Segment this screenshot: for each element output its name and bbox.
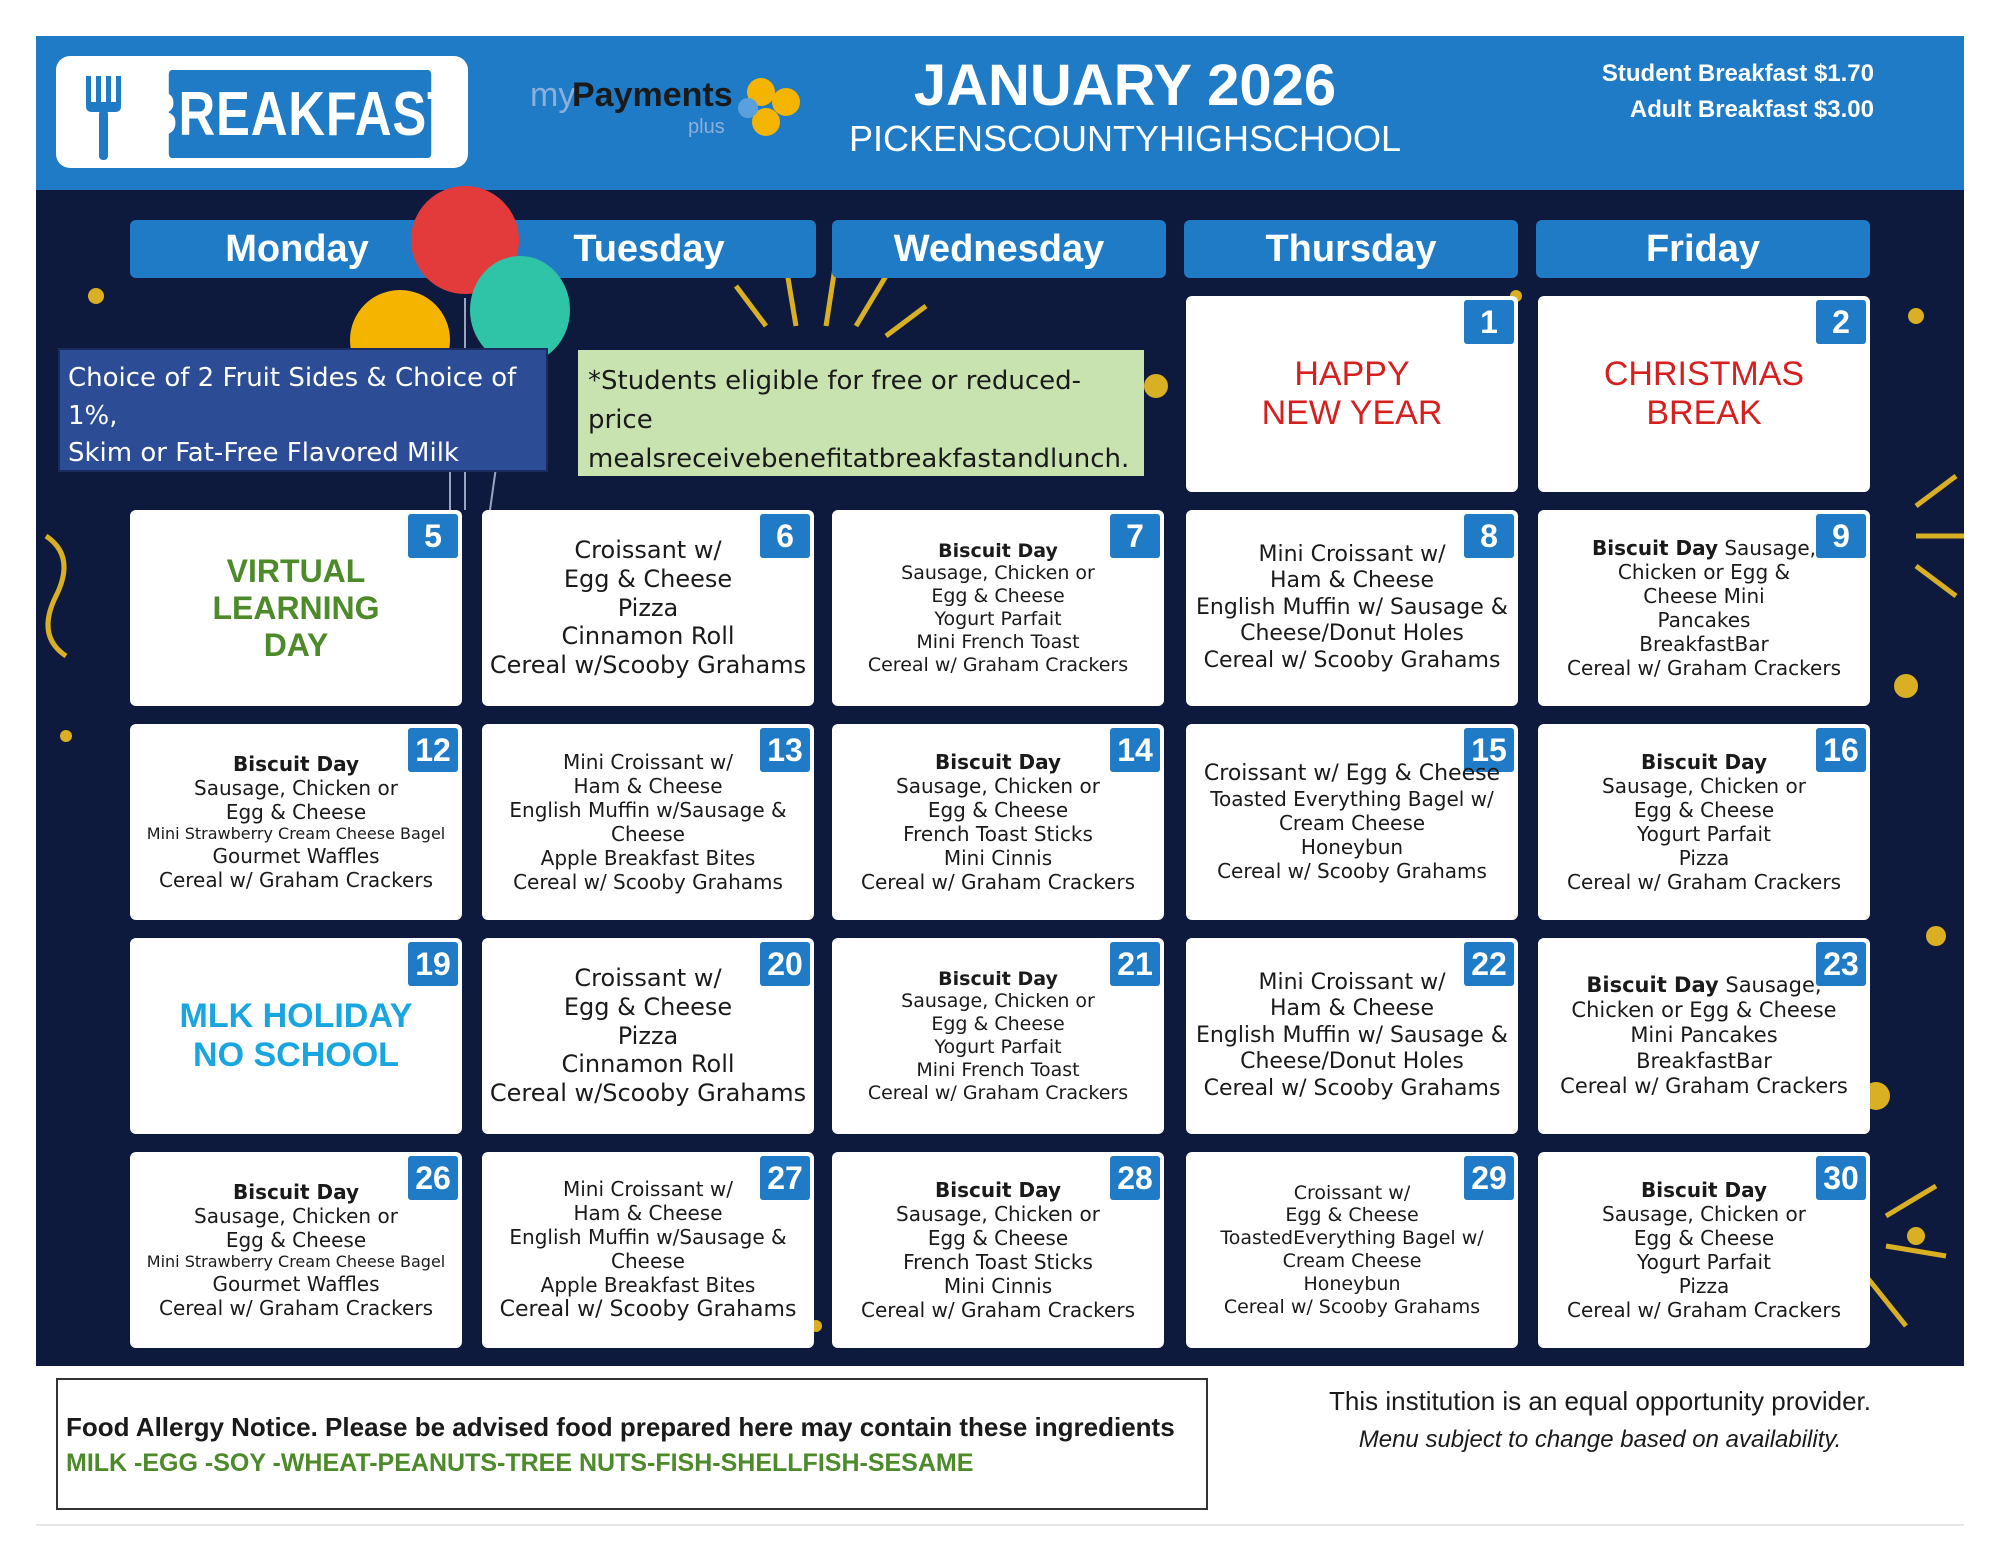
breakfast-logo-text: BREAKFAST xyxy=(169,70,431,158)
school-name: PICKENSCOUNTYHIGHSCHOOL xyxy=(848,118,1402,159)
holiday-label xyxy=(1548,296,1860,492)
menu-items xyxy=(482,516,814,700)
day-cell-16 xyxy=(1538,724,1870,920)
menu-item: BreakfastBar xyxy=(1639,632,1769,656)
milk-choice-line-1: Choice of 2 Fruit Sides & Choice of 1%, xyxy=(68,363,517,431)
day-cell-19 xyxy=(130,938,462,1134)
menu-item: Cereal w/ Graham Crackers xyxy=(1567,656,1841,680)
day-header-thursday: Thursday xyxy=(1184,220,1518,278)
menu-item: Pancakes xyxy=(1657,608,1751,632)
day-number: 8 xyxy=(1464,514,1514,558)
menu-item: Cheese xyxy=(611,822,685,846)
holiday-line-1: HAPPY xyxy=(1294,355,1410,393)
menu-item: English Muffin w/ Sausage & xyxy=(1196,594,1508,620)
day-number: 20 xyxy=(760,942,810,986)
menu-item: Mini Strawberry Cream Cheese Bagel xyxy=(146,824,446,844)
menu-item: Cereal w/ Graham Crackers xyxy=(861,1298,1135,1322)
day-number: 13 xyxy=(760,728,810,772)
menu-item: Egg & Cheese xyxy=(225,1228,367,1253)
day-cell-28 xyxy=(832,1152,1164,1348)
menu-item: Mini Croissant w/ xyxy=(1258,542,1446,568)
student-price: Student Breakfast $1.70 xyxy=(1601,60,1874,87)
menu-item: Sausage, Chicken or xyxy=(1602,774,1806,798)
menu-item: Egg & Cheese xyxy=(927,798,1069,822)
menu-item: Mini Strawberry Cream Cheese Bagel xyxy=(146,1252,446,1272)
milk-choice-line-2: Skim or Fat-Free Flavored Milk xyxy=(68,438,459,469)
menu-item: Egg & Cheese xyxy=(225,800,367,825)
menu-item: Pizza xyxy=(1678,846,1730,870)
adult-price: Adult Breakfast $3.00 xyxy=(1629,96,1874,123)
menu-item: Cereal w/ Scooby Grahams xyxy=(1223,1295,1481,1318)
day-number: 2 xyxy=(1816,300,1866,344)
menu-item: Cheese/Donut Holes xyxy=(1240,621,1464,647)
menu-item: French Toast Sticks xyxy=(903,822,1093,846)
day-cell-2 xyxy=(1538,296,1870,492)
day-cell-21 xyxy=(832,938,1164,1134)
menu-item: Croissant w/ xyxy=(574,536,722,564)
menu-item: English Muffin w/Sausage & xyxy=(509,1224,787,1249)
day-number: 26 xyxy=(408,1156,458,1200)
allergy-notice xyxy=(56,1378,1208,1510)
free-meals-note xyxy=(578,350,1144,476)
menu-item-biscuit-day: Biscuit Day xyxy=(935,1178,1061,1202)
menu-item: Honeybun xyxy=(1300,835,1404,860)
mlk-holiday-label xyxy=(140,938,452,1134)
day-number: 5 xyxy=(408,514,458,558)
day-number: 22 xyxy=(1464,942,1514,986)
payments-logo-name: Payments xyxy=(572,76,733,114)
menu-item: BreakfastBar xyxy=(1636,1048,1772,1073)
menu-item-biscuit-day: Biscuit Day xyxy=(1586,973,1719,998)
menu-item-biscuit-day: Biscuit Day xyxy=(938,967,1058,990)
menu-item: Cereal w/ Graham Crackers xyxy=(1567,870,1841,894)
menu-item: ToastedEverything Bagel w/ xyxy=(1220,1227,1484,1250)
menu-item: Apple Breakfast Bites xyxy=(540,846,756,870)
menu-item: Cereal w/ Graham Crackers xyxy=(159,867,433,892)
menu-item: Sausage, Chicken or xyxy=(896,774,1100,798)
menu-item: Honeybun xyxy=(1303,1272,1401,1295)
menu-item: Toasted Everything Bagel w/ xyxy=(1210,787,1494,812)
holiday-line-2: BREAK xyxy=(1646,394,1762,432)
menu-item: Cereal w/ Scooby Grahams xyxy=(499,1296,797,1322)
menu-items xyxy=(832,944,1164,1128)
day-cell-9 xyxy=(1538,510,1870,706)
menu-item: Mini Croissant w/ xyxy=(562,1176,733,1201)
month-title: JANUARY 2026 xyxy=(913,53,1337,118)
free-meals-line-1: *Students eligible for free or reduced-price xyxy=(588,366,1081,435)
mlk-line-1: MLK HOLIDAY xyxy=(179,997,413,1035)
menu-item: Mini Pancakes xyxy=(1630,1023,1778,1048)
menu-items xyxy=(1538,944,1870,1128)
day-cell-22 xyxy=(1186,938,1518,1134)
virtual-learning-label xyxy=(140,510,452,706)
menu-items xyxy=(1186,516,1518,700)
menu-change-note: Menu subject to change based on availability. xyxy=(1358,1426,1842,1453)
menu-item: Apple Breakfast Bites xyxy=(540,1272,756,1297)
menu-item: Cream Cheese xyxy=(1282,1250,1422,1272)
menu-item: English Muffin w/ Sausage & xyxy=(1196,1022,1508,1048)
day-cell-8 xyxy=(1186,510,1518,706)
menu-item: Croissant w/ Egg & Cheese xyxy=(1203,760,1501,786)
day-number: 16 xyxy=(1816,728,1866,772)
menu-item: Cinnamon Roll xyxy=(561,1050,735,1079)
menu-item: Cereal w/ Graham Crackers xyxy=(1560,1073,1848,1098)
menu-item: Mini Cinnis xyxy=(943,1274,1053,1298)
menu-item: French Toast Sticks xyxy=(903,1250,1093,1274)
menu-item: Sausage, xyxy=(1718,973,1822,998)
day-header-monday: Monday xyxy=(130,220,464,278)
menu-item: Cereal w/Scooby Grahams xyxy=(489,1079,807,1108)
menu-item: Egg & Cheese xyxy=(931,1013,1065,1036)
menu-item: Cereal w/ Graham Crackers xyxy=(1567,1298,1841,1322)
menu-item: Cereal w/ Scooby Grahams xyxy=(513,870,783,894)
menu-item: Mini Cinnis xyxy=(943,846,1053,870)
virtual-line-1: VIRTUAL LEARNING xyxy=(212,552,380,626)
day-cell-14 xyxy=(832,724,1164,920)
day-header-wednesday: Wednesday xyxy=(832,220,1166,278)
day-header-friday: Friday xyxy=(1536,220,1870,278)
payments-logo-my: my xyxy=(530,76,576,114)
menu-item-biscuit-day: Biscuit Day xyxy=(1641,1178,1767,1202)
day-header-tuesday: Tuesday xyxy=(482,220,816,278)
menu-item-biscuit-day: Biscuit Day xyxy=(935,750,1061,774)
menu-item: Mini Croissant w/ xyxy=(562,750,733,774)
menu-item: Cereal w/ Graham Crackers xyxy=(867,653,1129,676)
menu-item: Yogurt Parfait xyxy=(934,1036,1062,1058)
menu-item: Sausage, Chicken or xyxy=(896,1202,1100,1226)
day-cell-1 xyxy=(1186,296,1518,492)
holiday-line-2: NEW YEAR xyxy=(1261,394,1443,432)
day-number: 21 xyxy=(1110,942,1160,986)
menu-item: Pizza xyxy=(617,1021,679,1050)
payments-logo-plus: plus xyxy=(688,116,725,138)
menu-item-biscuit-day: Biscuit Day xyxy=(1591,536,1718,560)
menu-items xyxy=(1538,516,1870,700)
menu-items xyxy=(832,1158,1164,1342)
day-cell-6 xyxy=(482,510,814,706)
menu-item-biscuit-day: Biscuit Day xyxy=(233,752,359,777)
day-cell-26 xyxy=(130,1152,462,1348)
fork-icon xyxy=(78,72,128,162)
milk-choice-note xyxy=(58,348,548,472)
day-number: 23 xyxy=(1816,942,1866,986)
menu-item: Egg & Cheese xyxy=(1633,1226,1775,1250)
menu-item: Croissant w/ xyxy=(1293,1181,1411,1204)
day-cell-15 xyxy=(1186,724,1518,920)
menu-item: Chicken or Egg & xyxy=(1617,560,1791,584)
virtual-line-2: DAY xyxy=(263,626,329,663)
day-cell-27 xyxy=(482,1152,814,1348)
menu-items xyxy=(1538,730,1870,914)
menu-item: Cereal w/ Graham Crackers xyxy=(867,1081,1129,1104)
day-number: 9 xyxy=(1816,514,1866,558)
day-cell-12 xyxy=(130,724,462,920)
menu-items xyxy=(1538,1158,1870,1342)
menu-items xyxy=(1186,1158,1518,1342)
menu-item: Egg & Cheese xyxy=(931,585,1065,608)
day-number: 1 xyxy=(1464,300,1514,344)
menu-item: Ham & Cheese xyxy=(1270,568,1434,594)
menu-item: Ham & Cheese xyxy=(1270,996,1434,1022)
menu-item: Cereal w/ Graham Crackers xyxy=(159,1295,433,1320)
day-number: 15 xyxy=(1464,728,1514,772)
menu-item: Gourmet Waffles xyxy=(212,1271,380,1296)
menu-item-biscuit-day: Biscuit Day xyxy=(233,1180,359,1205)
menu-item: Pizza xyxy=(1678,1274,1730,1298)
menu-item: Cheese Mini xyxy=(1643,584,1765,608)
menu-item: Cereal w/ Scooby Grahams xyxy=(1217,859,1487,884)
day-cell-20 xyxy=(482,938,814,1134)
menu-item: English Muffin w/Sausage & xyxy=(509,798,787,822)
menu-item: Gourmet Waffles xyxy=(212,843,380,868)
day-number: 27 xyxy=(760,1156,810,1200)
menu-item: Croissant w/ xyxy=(574,964,722,992)
menu-item: Sausage, Chicken or xyxy=(1602,1202,1806,1226)
menu-items xyxy=(130,730,462,914)
menu-item: Mini French Toast xyxy=(916,630,1080,653)
menu-item: Sausage, Chicken or xyxy=(194,776,398,801)
menu-item: Mini French Toast xyxy=(916,1058,1080,1081)
menu-item: Egg & Cheese xyxy=(1633,798,1775,822)
menu-items xyxy=(482,944,814,1128)
holiday-label xyxy=(1196,296,1508,492)
day-number: 12 xyxy=(408,728,458,772)
bottom-divider xyxy=(36,1524,1964,1526)
day-cell-13 xyxy=(482,724,814,920)
menu-items xyxy=(130,1158,462,1342)
menu-item: Pizza xyxy=(617,593,679,622)
menu-item: Cheese/Donut Holes xyxy=(1240,1049,1464,1075)
menu-items xyxy=(1186,944,1518,1128)
menu-item: Egg & Cheese xyxy=(1285,1204,1419,1227)
allergy-notice-title: Food Allergy Notice. Please be advised food prepared here may contain these ingredients xyxy=(66,1412,1175,1442)
day-number: 7 xyxy=(1110,514,1160,558)
menu-item: Ham & Cheese xyxy=(573,774,723,798)
menu-items xyxy=(482,730,814,914)
day-cell-7 xyxy=(832,510,1164,706)
day-number: 28 xyxy=(1110,1156,1160,1200)
menu-item: Cereal w/ Scooby Grahams xyxy=(1203,1075,1501,1101)
day-cell-30 xyxy=(1538,1152,1870,1348)
free-meals-line-2: mealsreceivebenefitatbreakfastandlunch. xyxy=(588,444,1130,474)
day-cell-23 xyxy=(1538,938,1870,1134)
menu-items xyxy=(832,730,1164,914)
equal-opportunity-statement: This institution is an equal opportunity provider. xyxy=(1329,1386,1871,1416)
day-cell-29 xyxy=(1186,1152,1518,1348)
menu-item: Sausage, Chicken or xyxy=(901,990,1095,1013)
menu-item: Cereal w/Scooby Grahams xyxy=(489,651,807,680)
menu-item: Cinnamon Roll xyxy=(561,622,735,651)
holiday-line-1: CHRISTMAS xyxy=(1603,355,1805,393)
menu-item: Cereal w/ Graham Crackers xyxy=(861,870,1135,894)
menu-items xyxy=(482,1158,814,1342)
menu-item: Cereal w/ Scooby Grahams xyxy=(1203,647,1501,673)
day-cell-5 xyxy=(130,510,462,706)
menu-item: Cream Cheese xyxy=(1278,811,1426,836)
allergy-ingredients: MILK -EGG -SOY -WHEAT-PEANUTS-TREE NUTS-FISH-SHELLFISH-SESAME xyxy=(66,1449,974,1477)
menu-item-biscuit-day: Biscuit Day xyxy=(1641,750,1767,774)
menu-items xyxy=(832,516,1164,700)
day-number: 29 xyxy=(1464,1156,1514,1200)
day-number: 30 xyxy=(1816,1156,1866,1200)
menu-item: Mini Croissant w/ xyxy=(1258,970,1446,996)
menu-item: Egg & Cheese xyxy=(927,1226,1069,1250)
mlk-line-2: NO SCHOOL xyxy=(193,1036,399,1074)
menu-item: Sausage, xyxy=(1717,536,1817,560)
menu-item: Yogurt Parfait xyxy=(1637,1250,1771,1274)
menu-items xyxy=(1186,730,1518,914)
day-number: 6 xyxy=(760,514,810,558)
menu-item: Egg & Cheese xyxy=(563,564,733,593)
menu-item: Yogurt Parfait xyxy=(934,608,1062,630)
day-number: 19 xyxy=(408,942,458,986)
day-number: 14 xyxy=(1110,728,1160,772)
menu-item: Chicken or Egg & Cheese xyxy=(1571,998,1837,1023)
menu-item: Sausage, Chicken or xyxy=(194,1204,398,1229)
menu-item: Egg & Cheese xyxy=(563,992,733,1021)
menu-item: Sausage, Chicken or xyxy=(901,562,1095,585)
menu-item: Yogurt Parfait xyxy=(1637,822,1771,846)
menu-item: Cheese xyxy=(611,1248,685,1273)
menu-item: Ham & Cheese xyxy=(573,1200,723,1225)
menu-item-biscuit-day: Biscuit Day xyxy=(938,539,1058,562)
